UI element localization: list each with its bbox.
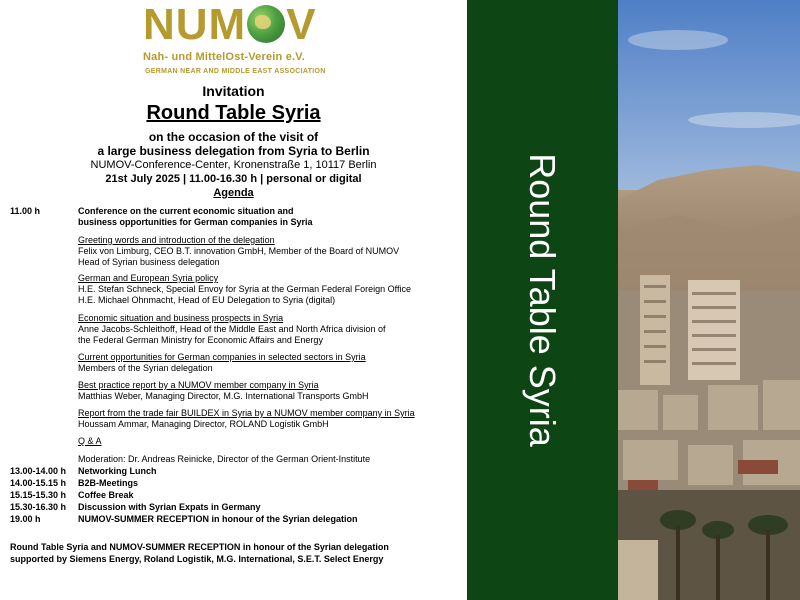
schedule-time: 19.00 h	[10, 514, 41, 524]
vertical-title: Round Table Syria	[522, 153, 563, 447]
agenda-item-line: H.E. Michael Ohnmacht, Head of EU Delegation to Syria (digital)	[78, 295, 336, 305]
agenda-item-line: Matthias Weber, Managing Director, M.G. International Transports GmbH	[78, 391, 369, 401]
agenda-item-heading: Economic situation and business prospects in Syria	[78, 313, 284, 323]
logo-association-name: Nah- und MittelOst-Verein e.V.	[143, 51, 306, 63]
schedule-time: 14.00-15.15 h	[10, 478, 67, 488]
venue: NUMOV-Conference-Center, Kronenstraße 1, 10117 Berlin	[90, 159, 377, 171]
schedule-time: 15.30-16.30 h	[10, 502, 67, 512]
agenda-item-heading: Current opportunities for German companies in selected sectors in Syria	[78, 352, 366, 362]
conference-time: 11.00 h	[10, 206, 41, 216]
page-title: Round Table Syria	[146, 102, 321, 124]
agenda-item-heading: Q & A	[78, 436, 102, 446]
agenda-item-line: Felix von Limburg, CEO B.T. innovation GmbH, Member of the Board of NUMOV	[78, 246, 400, 256]
agenda-item-line: Head of Syrian business delegation	[78, 257, 220, 267]
numov-logo	[143, 2, 343, 80]
subtitle-line-1: on the occasion of the visit of	[148, 130, 319, 144]
event-date: 21st July 2025 | 11.00-16.30 h | personal or digital	[105, 173, 362, 185]
agenda-item-heading: Report from the trade fair BUILDEX in Syria by a NUMOV member company in Syria	[78, 408, 415, 418]
schedule-title: Coffee Break	[78, 490, 134, 500]
schedule-title: B2B-Meetings	[78, 478, 139, 488]
schedule-title: Discussion with Syrian Expats in Germany	[78, 502, 261, 512]
invitation-label: Invitation	[202, 83, 265, 99]
agenda-item-heading: German and European Syria policy	[78, 273, 219, 283]
damascus-city-photo	[618, 0, 800, 600]
agenda-item-line: Houssam Ammar, Managing Director, ROLAND Logistik GmbH	[78, 419, 329, 429]
conference-title-line-2: business opportunities for German companies in Syria	[78, 217, 313, 227]
moderation: Moderation: Dr. Andreas Reinicke, Director of the German Orient-Institute	[78, 454, 371, 464]
agenda-heading: Agenda	[213, 187, 254, 199]
agenda-item-heading: Best practice report by a NUMOV member company in Syria	[78, 380, 319, 390]
agenda-item-line: Anne Jacobs-Schleithoff, Head of the Middle East and North Africa division of	[78, 324, 386, 334]
agenda-item-line: the Federal German Ministry for Economic Affairs and Energy	[78, 335, 323, 345]
sponsor-line-1: Round Table Syria and NUMOV-SUMMER RECEPTION in honour of the Syrian delegation	[10, 542, 389, 552]
subtitle-line-2: a large business delegation from Syria to Berlin	[97, 144, 370, 158]
agenda-item-heading: Greeting words and introduction of the delegation	[78, 235, 275, 245]
cityscape-image	[618, 0, 800, 600]
schedule-time: 13.00-14.00 h	[10, 466, 67, 476]
logo-association-name-en: GERMAN NEAR AND MIDDLE EAST ASSOCIATION	[145, 68, 326, 75]
sponsor-line-2: supported by Siemens Energy, Roland Logistik, M.G. International, S.E.T. Select Energy	[10, 554, 384, 564]
agenda-item-line: Members of the Syrian delegation	[78, 363, 213, 373]
globe-icon	[247, 5, 285, 43]
schedule-title: NUMOV-SUMMER RECEPTION in honour of the Syrian delegation	[78, 514, 358, 524]
conference-title-line-1: Conference on the current economic situation and	[78, 206, 294, 216]
logo-wordmark: NUM V	[143, 0, 317, 49]
agenda-item-line: H.E. Stefan Schneck, Special Envoy for Syria at the German Federal Foreign Office	[78, 284, 411, 294]
schedule-time: 15.15-15.30 h	[10, 490, 67, 500]
schedule-title: Networking Lunch	[78, 466, 157, 476]
